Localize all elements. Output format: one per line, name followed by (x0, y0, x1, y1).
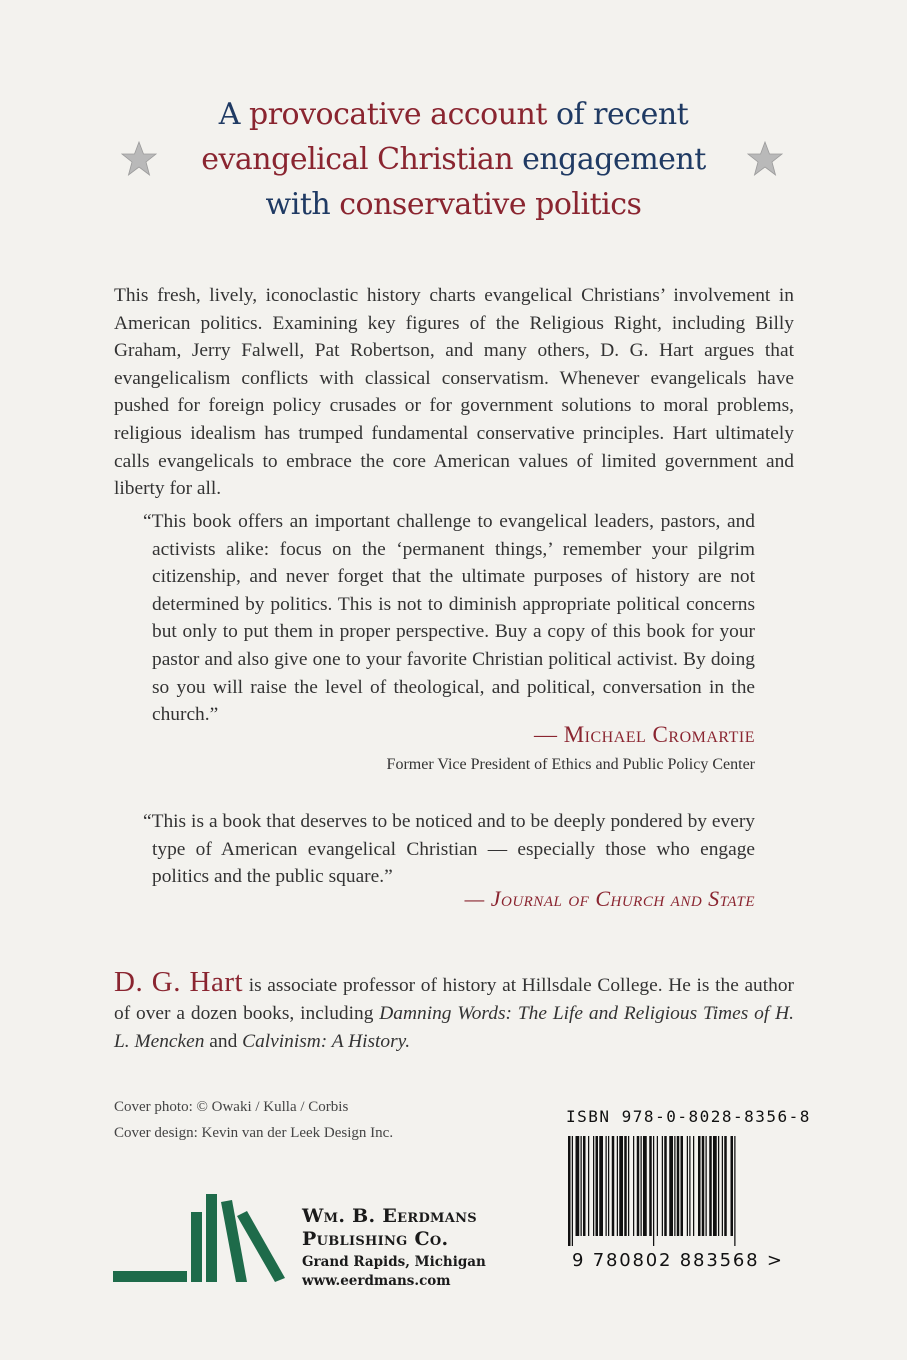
author-name: D. G. Hart (114, 966, 244, 998)
headline-line-1: A provocative account of recent (218, 97, 689, 132)
barcode-bar (687, 1136, 688, 1236)
barcode-bar (693, 1136, 694, 1236)
book-title-2: Calvinism: A History. (242, 1031, 411, 1052)
eerdmans-books-logo-icon (113, 1194, 293, 1286)
barcode-bar (718, 1136, 719, 1236)
cover-credits (114, 1094, 393, 1146)
barcode-bar (599, 1136, 603, 1236)
headline-line-2: evangelical Christian engagement (201, 142, 706, 177)
barcode-bar (612, 1136, 615, 1236)
barcode-bar (617, 1136, 618, 1236)
barcode-bar (588, 1136, 589, 1236)
barcode-bar (596, 1136, 599, 1236)
headline-line-3: with conservative politics (265, 187, 642, 222)
barcode-bar (657, 1136, 658, 1236)
endorsement-attribution-2: — Journal of Church and State (464, 886, 755, 911)
barcode-bar (576, 1136, 580, 1236)
barcode-bar (619, 1136, 623, 1236)
barcode-bar (664, 1136, 667, 1236)
headline (160, 92, 747, 227)
barcode-bar (583, 1136, 586, 1236)
endorsement-quote-2: “This is a book that deserves to be noticed and to be deeply pondered by every type of American evangelical Christian — especially those who engage politics and the public square.” (143, 811, 755, 888)
publisher-location: Grand Rapids, Michigan (302, 1254, 486, 1270)
barcode-bar (637, 1136, 640, 1236)
publisher-info (302, 1205, 486, 1290)
barcode-bar (709, 1136, 712, 1236)
publisher-name-1: Wm. B. Eerdmans (302, 1205, 477, 1227)
barcode-bar (689, 1136, 690, 1236)
publisher-name-2: Publishing Co. (302, 1228, 449, 1250)
barcode-bar (653, 1136, 654, 1246)
endorsement-attribution-1: — Michael Cromartie (533, 722, 755, 747)
barcode-bar (608, 1136, 609, 1236)
book-description: This fresh, lively, iconoclastic history charts evangelical Christians’ involvement in American politics. Examining key figures of the Religious Right, including Billy Graham, Jerry Falwell, Pat Robertson, and many others, D. G. Hart argues that evangelicalism conflicts with classical conservatism. Whenever evangelicals have pushed for foreign policy crusades or for government solutions to moral problems, religious idealism has trumped fundamental conservative principles. Hart ultimately calls evangelicals to embrace the core American values of limited government and liberty for all. (114, 285, 794, 500)
barcode-bar (568, 1136, 571, 1246)
publisher-website: www.eerdmans.com (302, 1273, 451, 1289)
barcode-bar (643, 1136, 647, 1236)
isbn-label: ISBN 978-0-8028-8356-8 (566, 1107, 811, 1126)
barcode-bar (572, 1136, 573, 1246)
barcode-bar (669, 1136, 673, 1236)
barcode-bar (702, 1136, 705, 1236)
endorsement-quote-1: “This book offers an important challenge to evangelical leaders, pastors, and activists alike: focus on the ‘permanent things,’ remember your pilgrim citizenship, and never forget that the ultimate purposes of history are not determined by politics. This is not to diminish appropriate political concerns but only to put them in proper perspective. Buy a copy of this book for your pastor and also give one to your favorite Christian political activist. By doing so you will raise the level of theological, and political, conversation in the church.” (143, 511, 755, 726)
cover-photo-credit: Cover photo: © Owaki / Kulla / Corbis (114, 1099, 349, 1115)
barcode-bar (677, 1136, 680, 1236)
endorsement-affiliation-1: Former Vice President of Ethics and Public Policy Center (386, 756, 755, 773)
barcode-bar (628, 1136, 629, 1236)
star-icon-left (121, 141, 157, 177)
barcode-bar (593, 1136, 594, 1236)
barcode-bar (624, 1136, 627, 1236)
cover-design-credit: Cover design: Kevin van der Leek Design Inc. (114, 1125, 394, 1141)
barcode-bar (734, 1136, 735, 1246)
barcode-bar (713, 1136, 717, 1236)
barcode-bar (731, 1136, 734, 1236)
barcode-bar (674, 1136, 675, 1236)
barcode-bar (706, 1136, 707, 1236)
barcode-digits: 9 780802 883568 > (572, 1250, 784, 1271)
barcode-bar (641, 1136, 642, 1236)
barcode-bar (724, 1136, 727, 1236)
barcode-bar (681, 1136, 684, 1236)
barcode-bar (581, 1136, 582, 1236)
barcode-bar (722, 1136, 723, 1236)
barcode-bar (649, 1136, 652, 1236)
barcode-bar (662, 1136, 663, 1236)
book-title-1: Damning Words: The Life and Religious Times of H. L. Mencken (114, 1003, 794, 1052)
barcode-icon (566, 1136, 782, 1236)
barcode-bar (633, 1136, 634, 1236)
author-bio: D. G. Hart is associate professor of history at Hillsdale College. He is the author of over a dozen books, including Damning Words: The Life and Religious Times of H. L. Mencken and Calvinism: A History. (114, 966, 794, 1052)
barcode-bar (698, 1136, 701, 1236)
barcode-bar (606, 1136, 607, 1236)
star-icon-right (747, 141, 783, 177)
